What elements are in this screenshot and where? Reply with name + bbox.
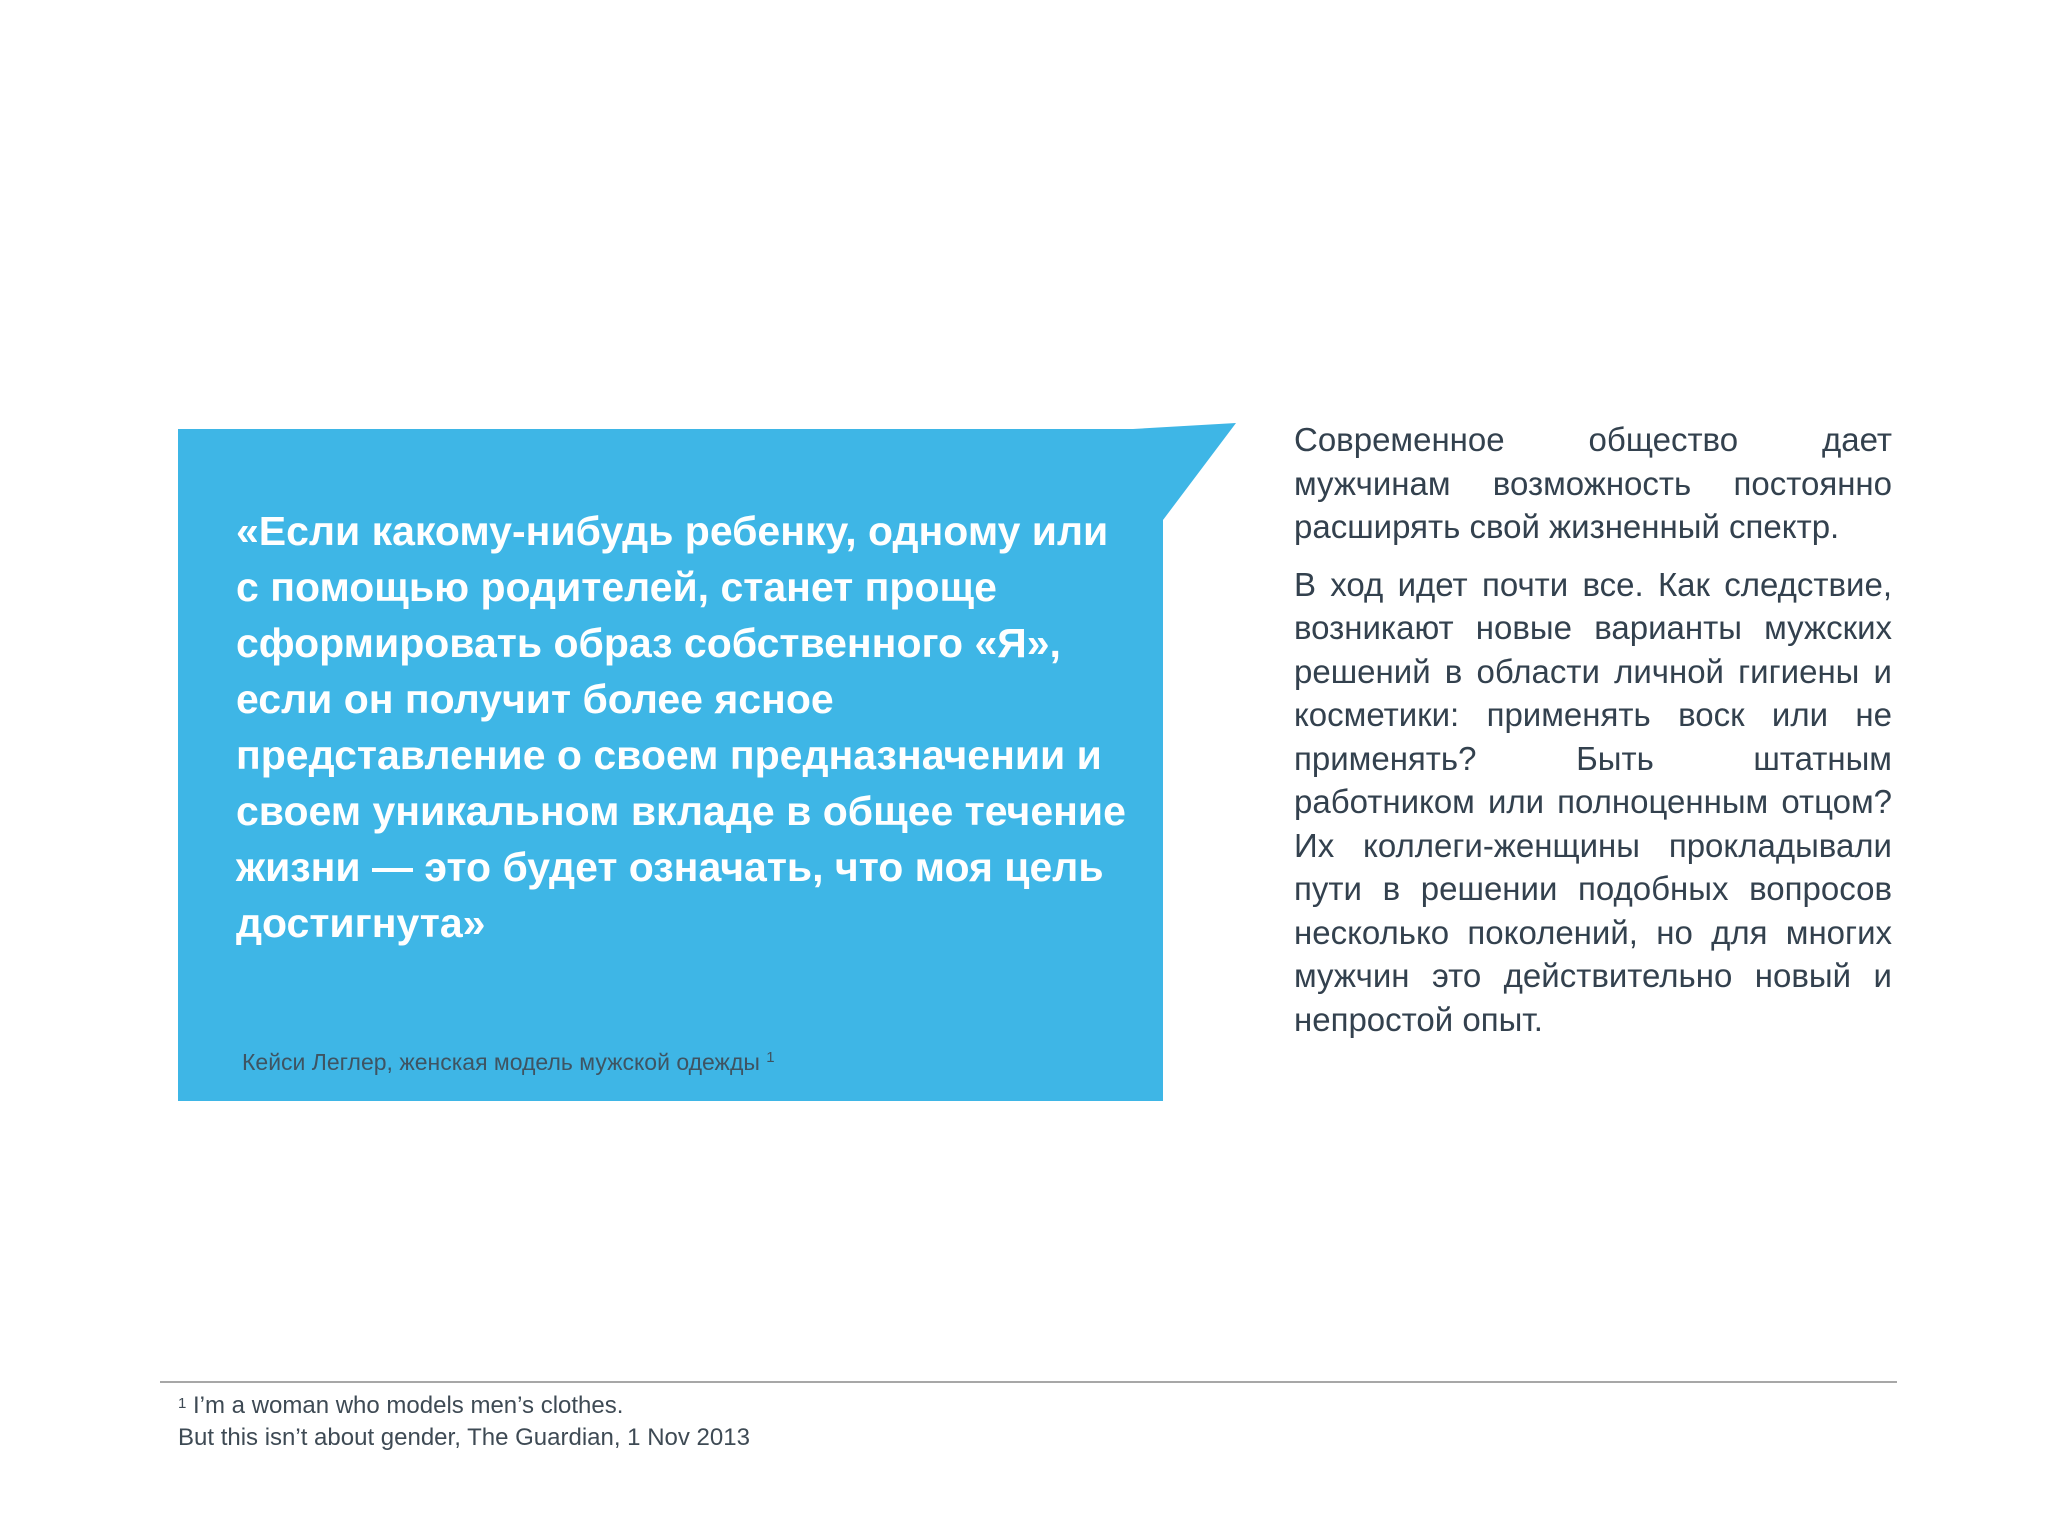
footnote-mark: 1 — [178, 1395, 187, 1412]
body-text — [1294, 418, 1892, 1055]
footnote — [178, 1390, 1378, 1454]
quote-bubble — [178, 423, 1240, 1101]
quote-author — [242, 1048, 1142, 1076]
footnote-line-1 — [178, 1390, 1378, 1422]
footnote-line-2: But this isn’t about gender, The Guardian, 1 Nov 2013 — [178, 1424, 750, 1451]
footnote-divider — [160, 1381, 1897, 1383]
quote-text: «Если какому-нибудь ребенку, одному или с помощью родителей, станет проще сформировать образ собственного «Я», если он получит более ясное представление о своем предназначении и своем уникальном вкладе в общее течение жизни — это будет означать, что моя цель достигнута» — [236, 508, 1126, 946]
body-paragraph-2: В ход идет почти все. Как следствие, возникают новые варианты мужских решений в области личной гигиены и косметики: применять воск или не применять? Быть штатным работником или полноценным отцом? Их коллеги-женщины прокладывали пути в решении подобных вопросов несколько поколений, но для многих мужчин это действительно новый и непростой опыт. — [1294, 565, 1892, 1038]
quote-author-name: Кейси Леглер, женская модель мужской одежды — [242, 1049, 760, 1075]
quote-footnote-mark: 1 — [766, 1049, 775, 1066]
footnote-line-1-text: I’m a woman who models men’s clothes. — [193, 1392, 624, 1419]
body-paragraph-1: Современное общество дает мужчинам возможность постоянно расширять свой жизненный спектр. — [1294, 421, 1892, 545]
